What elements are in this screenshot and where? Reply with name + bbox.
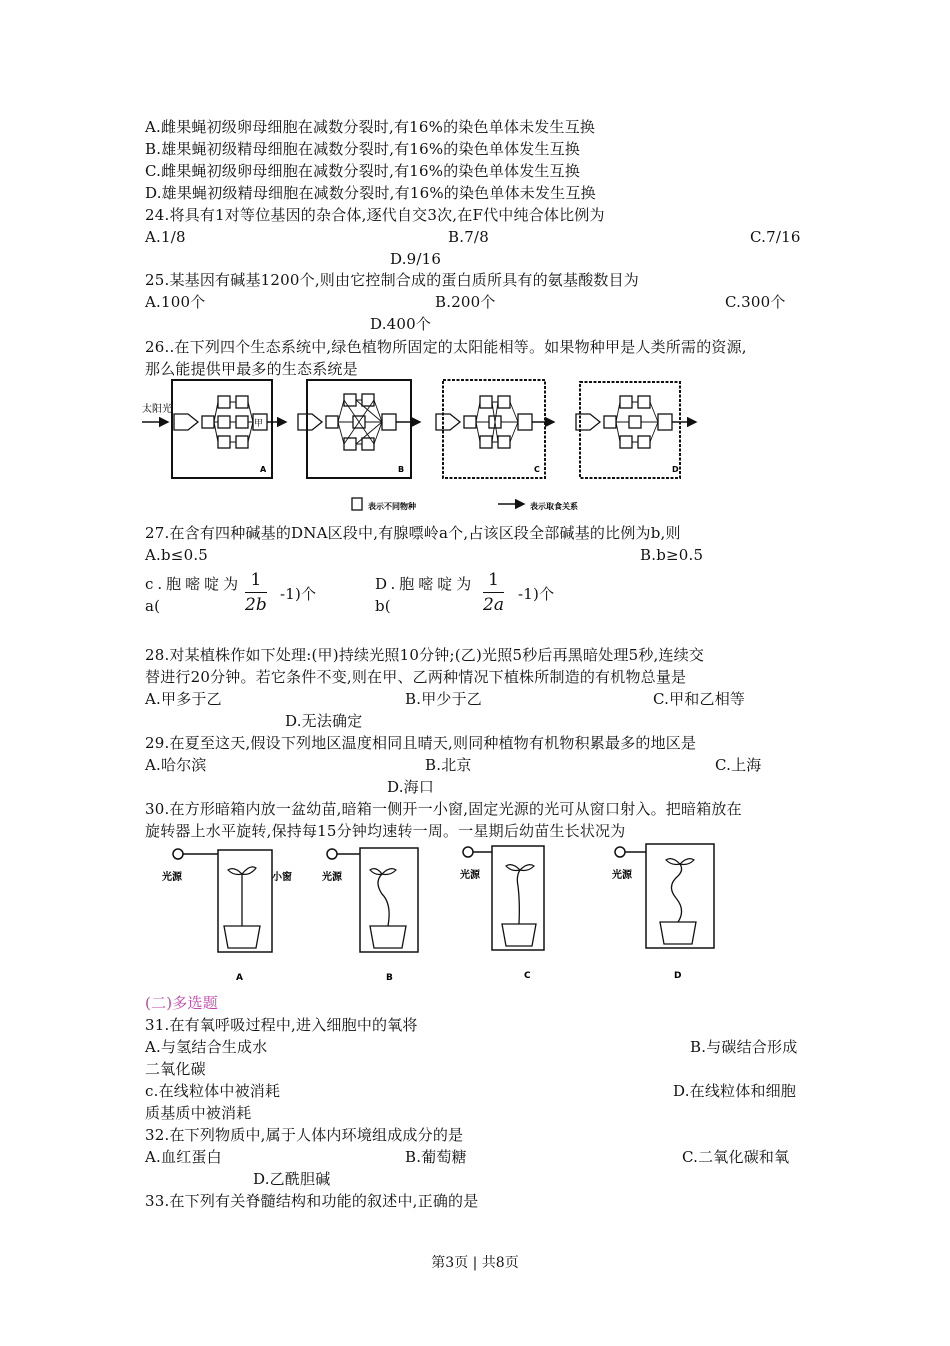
q27-option-c-prefix: c.胞嘧啶为 — [145, 575, 243, 593]
q31-option-b: B.与碳结合形成 — [690, 1038, 798, 1056]
q26-ecosystem-figure — [140, 376, 700, 516]
seedling-panel-a — [162, 849, 292, 983]
q31-option-d-cont: 质基质中被消耗 — [145, 1104, 252, 1122]
window-label: 小窗 — [272, 872, 292, 883]
seedling-panel-c — [460, 846, 544, 981]
ecosystem-panel-c — [436, 380, 554, 478]
seedling-panel-b — [322, 848, 418, 983]
q27-option-a: A.b≤0.5 — [145, 546, 209, 564]
q31-option-d: D.在线粒体和细胞 — [673, 1082, 797, 1100]
q27-stem: 27.在含有四种碱基的DNA区段中,有腺嘌岭a个,占该区段全部碱基的比例为b,则 — [145, 524, 681, 542]
q28-option-a: A.甲多于乙 — [145, 690, 222, 708]
sun-label: 太阳光 — [142, 404, 172, 415]
q27-option-c-suffix: -1)个 — [280, 585, 317, 603]
legend-arrow-label: 表示取食关系 — [530, 502, 578, 511]
panel-d-caption: D — [674, 971, 682, 981]
q27-option-d-prefix: D.胞嘧啶为 — [375, 575, 476, 593]
light-source-label-d: 光源 — [612, 870, 632, 881]
ecosystem-panel-d — [576, 382, 696, 478]
q28-stem-line1: 28.对某植株作如下处理:(甲)持续光照10分钟;(乙)光照5秒后再黑暗处理5秒,连续交 — [145, 646, 705, 664]
q25-option-b: B.200个 — [435, 293, 496, 311]
light-source-label-c: 光源 — [460, 870, 480, 881]
q23-option-d: D.雄果蝇初级精母细胞在减数分裂时,有16%的染色单体未发生互换 — [145, 184, 596, 202]
q29-stem: 29.在夏至这天,假设下列地区温度相同且晴天,则同种植物有机物积累最多的地区是 — [145, 734, 697, 752]
q27-d-denominator: 2a — [483, 595, 504, 615]
q27-option-d-suffix: -1)个 — [518, 585, 555, 603]
q33-stem: 33.在下列有关脊髓结构和功能的叙述中,正确的是 — [145, 1192, 479, 1210]
q29-option-d: D.海口 — [387, 778, 435, 796]
q32-option-d: D.乙酰胆碱 — [253, 1170, 331, 1188]
q31-option-a: A.与氢结合生成水 — [145, 1038, 268, 1056]
q29-option-a: A.哈尔滨 — [145, 756, 207, 774]
q30-seedling-figure — [160, 840, 720, 990]
panel-c-caption: C — [524, 971, 531, 981]
q32-option-c: C.二氧化碳和氧 — [682, 1148, 790, 1166]
q30-stem-line2: 旋转器上水平旋转,保持每15分钟均速转一周。一星期后幼苗生长状况为 — [145, 822, 626, 840]
q28-stem-line2: 替进行20分钟。若它条件不变,则在甲、乙两种情况下植株所制造的有机物总量是 — [145, 668, 687, 686]
q24-stem: 24.将具有1对等位基因的杂合体,逐代自交3次,在F代中纯合体比例为 — [145, 206, 605, 224]
q26-stem-line2: 那么能提供甲最多的生态系统是 — [145, 360, 358, 378]
q25-option-d: D.400个 — [370, 315, 432, 333]
ecosystem-panel-a — [172, 380, 286, 478]
q32-option-a: A.血红蛋白 — [145, 1148, 222, 1166]
figure-legend — [352, 498, 578, 511]
q23-option-a: A.雌果蝇初级卵母细胞在减数分裂时,有16%的染色单体未发生互换 — [145, 118, 596, 136]
q32-stem: 32.在下列物质中,属于人体内环境组成成分的是 — [145, 1126, 464, 1144]
q26-stem-line1: 26..在下列四个生态系统中,绿色植物所固定的太阳能相等。如果物种甲是人类所需的资源, — [145, 338, 747, 356]
q27-option-d-prefix2: b( — [375, 597, 391, 615]
q27-option-d-fraction — [483, 570, 504, 615]
q30-stem-line1: 30.在方形暗箱内放一盆幼苗,暗箱一侧开一小窗,固定光源的光可从窗口射入。把暗箱放在 — [145, 800, 742, 818]
q29-option-c: C.上海 — [715, 756, 762, 774]
q27-c-numerator: 1 — [245, 570, 267, 593]
section-multiple-choice-heading: (二)多选题 — [145, 994, 218, 1012]
panel-b-caption: B — [386, 973, 393, 983]
q23-option-c: C.雌果蝇初级卵母细胞在减数分裂时,有16%的染色单体发生互换 — [145, 162, 581, 180]
q27-option-c-prefix2: a( — [145, 597, 161, 615]
species-jia-label: 甲 — [254, 419, 264, 429]
q29-option-b: B.北京 — [425, 756, 472, 774]
q28-option-d: D.无法确定 — [285, 712, 363, 730]
q25-option-a: A.100个 — [145, 293, 206, 311]
seedling-panel-d — [612, 844, 714, 981]
q23-option-b: B.雄果蝇初级精母细胞在减数分裂时,有16%的染色单体发生互换 — [145, 140, 581, 158]
q24-option-b: B.7/8 — [448, 228, 489, 246]
panel-b-label: B — [398, 465, 405, 474]
q32-option-b: B.葡萄糖 — [405, 1148, 467, 1166]
legend-box-label: 表示不同物种 — [368, 502, 416, 511]
panel-d-label: D — [672, 465, 679, 474]
q24-option-c: C.7/16 — [750, 228, 801, 246]
light-source-label-a: 光源 — [162, 872, 182, 883]
q24-option-a: A.1/8 — [145, 228, 186, 246]
panel-a-caption: A — [236, 973, 243, 983]
light-source-label-b: 光源 — [322, 872, 342, 883]
q27-d-numerator: 1 — [483, 570, 504, 593]
q31-stem: 31.在有氧呼吸过程中,进入细胞中的氧将 — [145, 1016, 418, 1034]
panel-c-label: C — [534, 465, 540, 474]
q25-stem: 25.某基因有碱基1200个,则由它控制合成的蛋白质所具有的氨基酸数目为 — [145, 271, 639, 289]
q31-option-c: c.在线粒体中被消耗 — [145, 1082, 281, 1100]
q27-option-b: B.b≥0.5 — [640, 546, 704, 564]
q25-option-c: C.300个 — [725, 293, 786, 311]
q27-c-denominator: 2b — [245, 595, 267, 615]
page-footer: 第3页 | 共8页 — [431, 1255, 519, 1271]
q27-option-c-fraction — [245, 570, 267, 615]
panel-a-label: A — [260, 465, 267, 474]
ecosystem-panel-b — [298, 380, 420, 478]
q24-option-d: D.9/16 — [390, 250, 442, 268]
q28-option-b: B.甲少于乙 — [405, 690, 482, 708]
q31-option-b-cont: 二氧化碳 — [145, 1060, 206, 1078]
q28-option-c: C.甲和乙相等 — [653, 690, 746, 708]
